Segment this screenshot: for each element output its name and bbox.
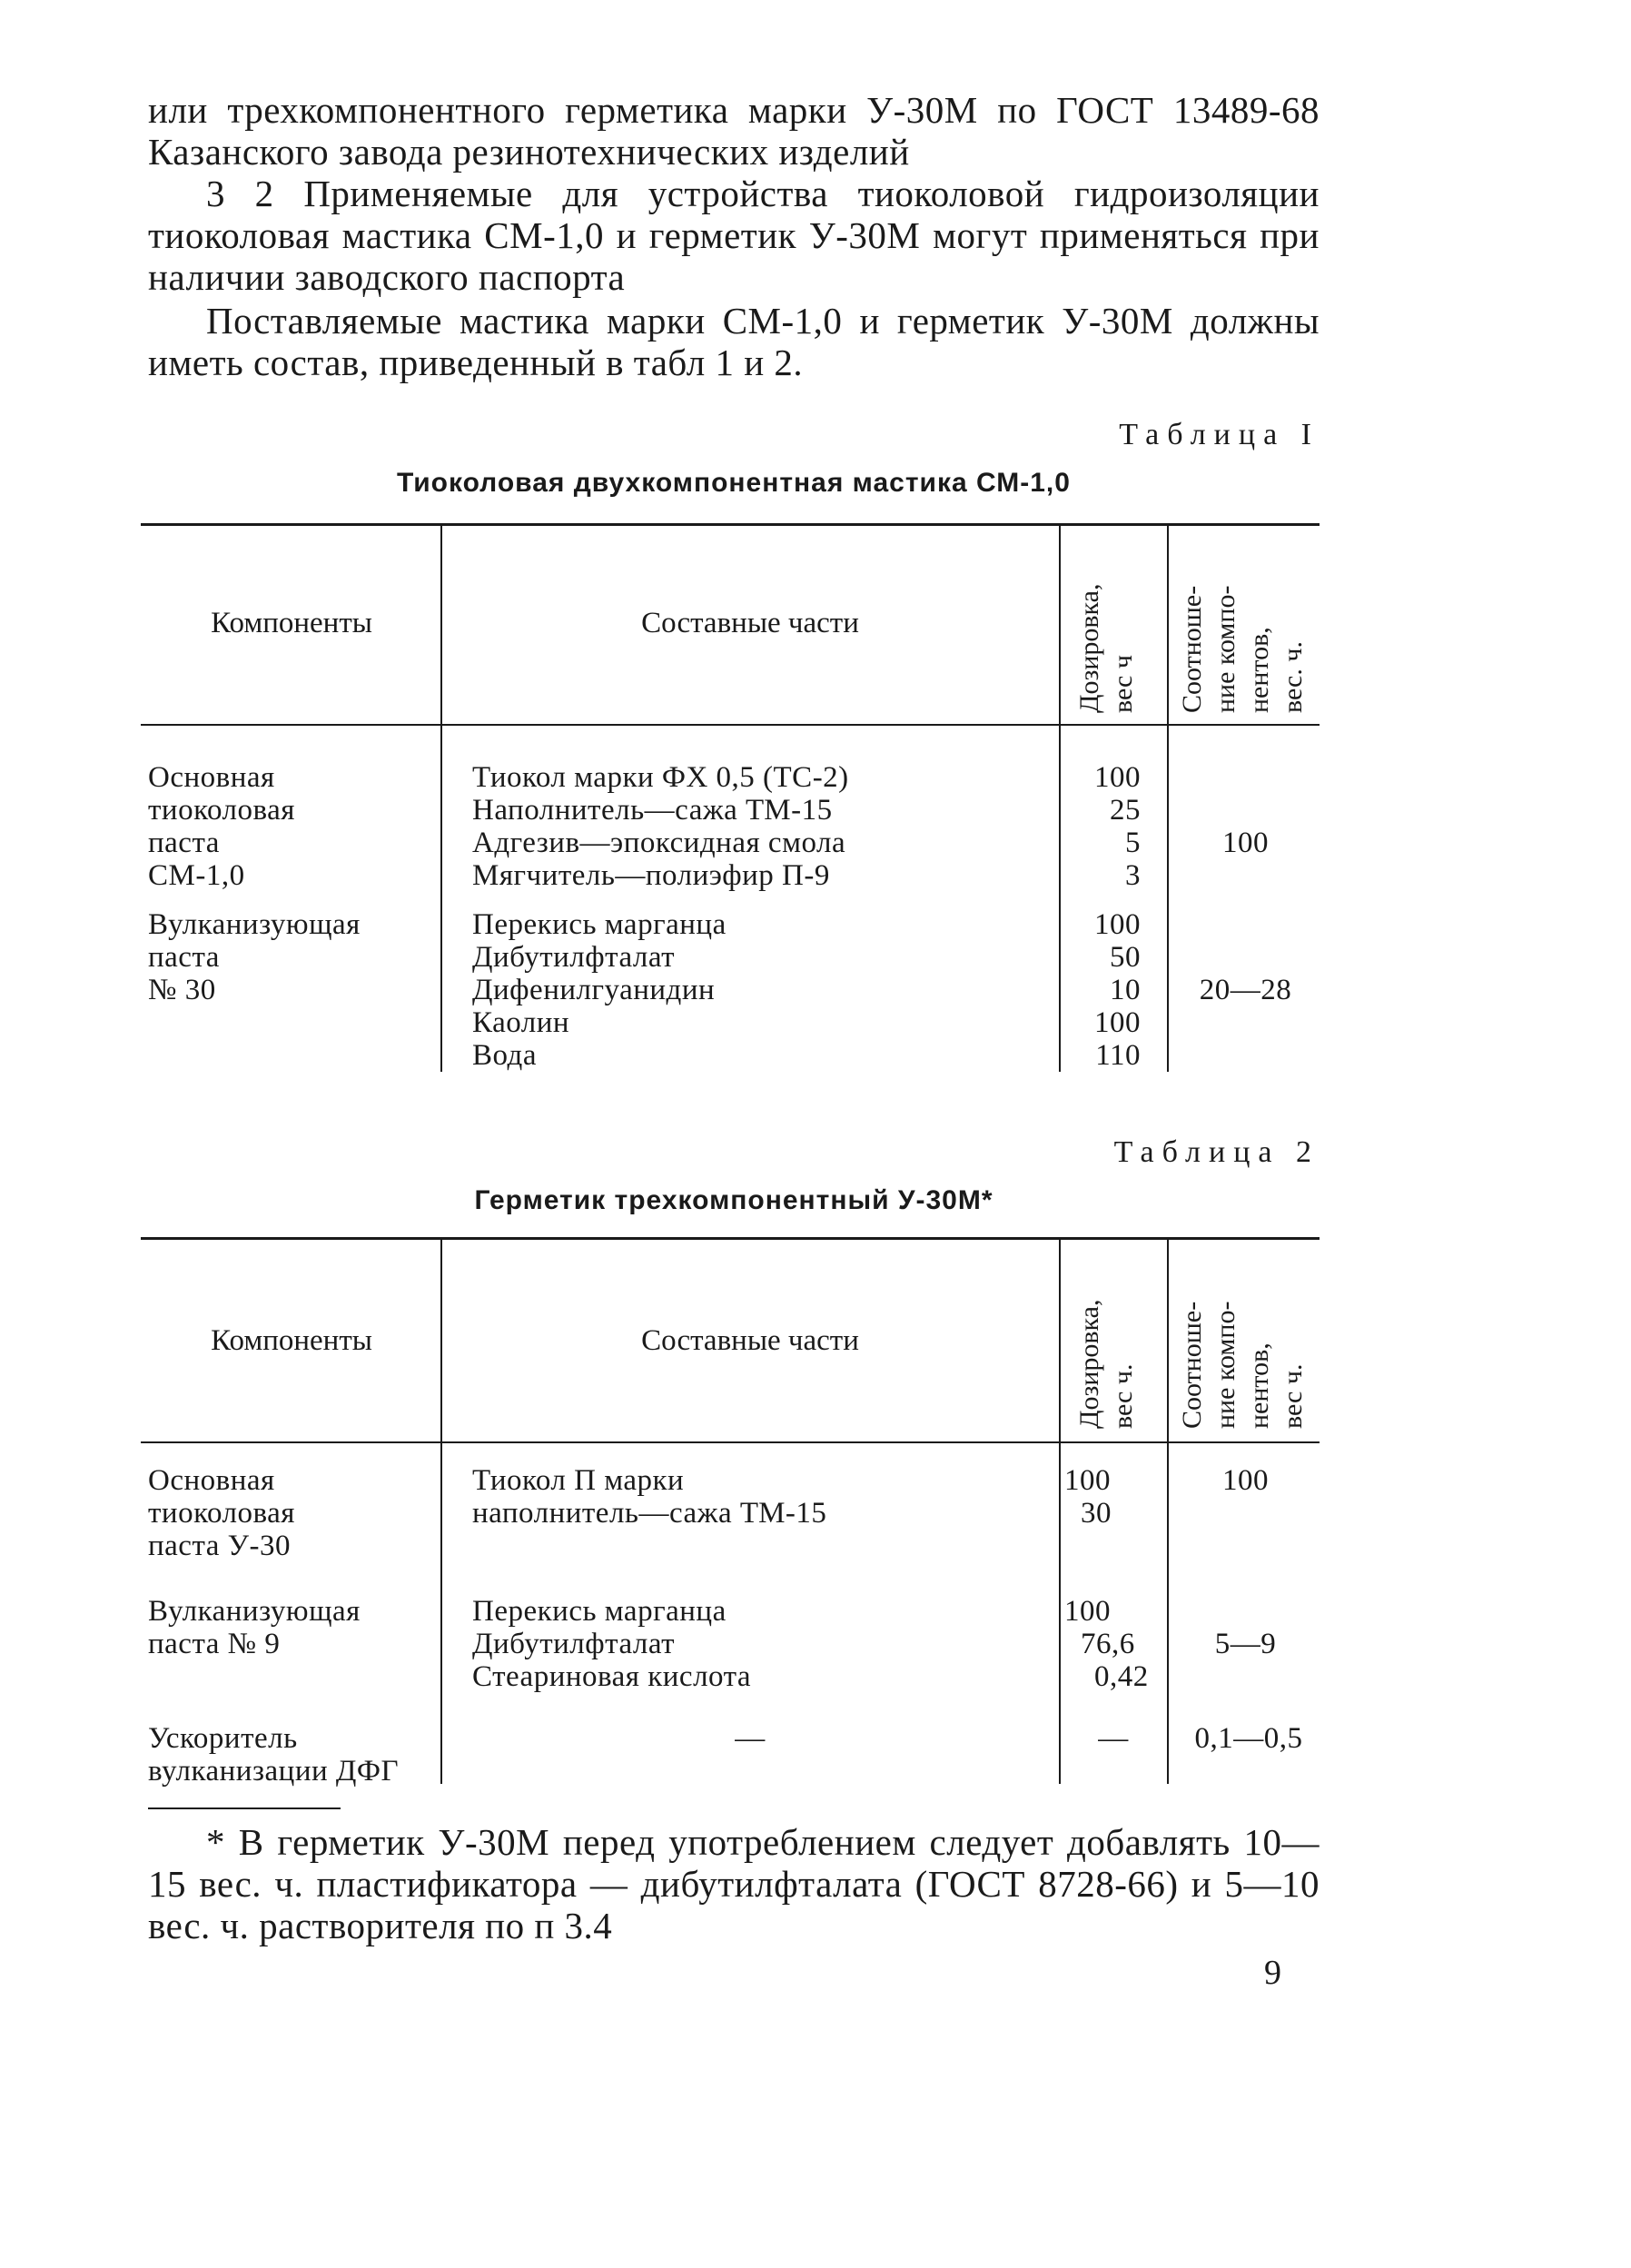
table1-row-component: Вулканизующая (148, 908, 361, 941)
footnote: * В герметик У-30М перед употреблением следует добавлять 10—15 вес. ч. пластификатора — дибутилфталата (ГОСТ 8728-66) и 5—10 вес. ч. растворителя по п 3.4 (148, 1821, 1320, 1946)
table1-header-rule (141, 724, 1320, 726)
table2-row-component: паста № 9 (148, 1628, 281, 1660)
table2-dose: 100 (1064, 1595, 1111, 1628)
table2-part: Перекись марганца (472, 1595, 727, 1628)
table1-dose: 100 (1094, 908, 1141, 941)
table1-dose: 50 (1110, 941, 1141, 974)
table1-ratio: 20—28 (1199, 974, 1292, 1006)
table1-header-ratio-line4: вес. ч. (1278, 641, 1308, 713)
table1-part: Мягчитель—полиэфир П-9 (472, 859, 830, 892)
table1-ratio: 100 (1222, 827, 1269, 859)
table1-header-dose-line2: вес ч (1108, 655, 1138, 713)
table1-dose: 100 (1094, 761, 1141, 794)
table2-dose: 30 (1081, 1497, 1112, 1530)
table1-part: Дибутилфталат (472, 941, 676, 974)
table1-part: Каолин (472, 1006, 570, 1039)
table1-row-component: СМ-1,0 (148, 859, 245, 892)
table2-part: Тиокол П марки (472, 1464, 685, 1497)
table1-part: Перекись марганца (472, 908, 727, 941)
table2-part: Стеариновая кислота (472, 1660, 752, 1693)
table2-row-component: Ускоритель (148, 1722, 298, 1755)
table1-dose: 5 (1125, 827, 1141, 859)
table1-label: Таблица I (1119, 418, 1320, 451)
table1-header-parts: Составные части (641, 607, 859, 639)
table2-part: наполнитель—сажа ТМ-15 (472, 1497, 827, 1530)
table1-header-dose-line1: Дозировка, (1074, 583, 1104, 713)
table2-row-component: вулканизации ДФГ (148, 1755, 400, 1788)
table1-caption: Тиоколовая двухкомпонентная мастика СМ-1,0 (397, 468, 1071, 498)
table2-ratio: 0,1—0,5 (1194, 1722, 1303, 1755)
table1-row-component: Основная (148, 761, 275, 794)
table1-dose: 100 (1094, 1006, 1141, 1039)
table1-part: Наполнитель—сажа ТМ-15 (472, 794, 833, 827)
table1-dose: 110 (1095, 1039, 1141, 1072)
table1-part: Адгезив—эпоксидная смола (472, 827, 846, 859)
table1-col-divider-1 (440, 525, 442, 1072)
table2-col-divider-1 (440, 1239, 442, 1784)
table2-dose: 76,6 (1081, 1628, 1135, 1660)
table2-top-rule (141, 1237, 1320, 1240)
table2-header-ratio-line4: вес ч. (1278, 1363, 1308, 1429)
table2-header-rule (141, 1441, 1320, 1443)
table2-col-divider-2 (1059, 1239, 1061, 1784)
table2-dose: 100 (1064, 1464, 1111, 1497)
table2-part: — (735, 1722, 766, 1755)
table1-row-component: паста (148, 941, 220, 974)
table2-row-component: тиоколовая (148, 1497, 295, 1530)
table2-col-divider-3 (1167, 1239, 1169, 1784)
table2-header-ratio-line2: ние компо- (1211, 1301, 1241, 1429)
table1-header-ratio-line1: Соотноше- (1177, 585, 1207, 713)
table2-row-component: Вулканизующая (148, 1595, 361, 1628)
table1-dose: 3 (1125, 859, 1141, 892)
table2-dose: — (1098, 1722, 1129, 1755)
table2-header-dose-line2: вес ч. (1108, 1363, 1138, 1429)
table1-col-divider-2 (1059, 525, 1061, 1072)
paragraph-continuation: или трехкомпонентного герметика марки У-30М по ГОСТ 13489-68 Казанского завода резинотехнических изделий (148, 89, 1320, 173)
table1-header-components: Компоненты (211, 607, 372, 639)
table2-header-components: Компоненты (211, 1324, 372, 1357)
table1-part: Дифенилгуанидин (472, 974, 716, 1006)
table1-part: Тиокол марки ФХ 0,5 (ТС-2) (472, 761, 849, 794)
table1-dose: 25 (1110, 794, 1141, 827)
table2-row-component: Основная (148, 1464, 275, 1497)
paragraph-supplied: Поставляемые мастика марки СМ-1,0 и герметик У-30М должны иметь состав, приведенный в табл 1 и 2. (148, 300, 1320, 383)
table1-dose: 10 (1110, 974, 1141, 1006)
page-number: 9 (1264, 1954, 1281, 1992)
table2-caption: Герметик трехкомпонентный У-30М* (474, 1185, 993, 1215)
paragraph-3-2: 3 2 Применяемые для устройства тиоколовой гидроизоляции тиоколовая мастика СМ-1,0 и герметик У-30М могут применяться при наличии заводского паспорта (148, 173, 1320, 298)
table2-ratio: 100 (1222, 1464, 1269, 1497)
table1-header-ratio-line3: нентов, (1244, 627, 1274, 713)
table1-col-divider-3 (1167, 525, 1169, 1072)
table2-label: Таблица 2 (1113, 1135, 1320, 1169)
table1-row-component: паста (148, 827, 220, 859)
table2-part: Дибутилфталат (472, 1628, 676, 1660)
table2-header-parts: Составные части (641, 1324, 859, 1357)
table2-header-ratio-line3: нентов, (1244, 1342, 1274, 1429)
footnote-rule (148, 1807, 341, 1809)
table2-header-dose-line1: Дозировка, (1074, 1299, 1104, 1429)
table2-header-ratio-line1: Соотноше- (1177, 1301, 1207, 1429)
table2-dose: 0,42 (1094, 1660, 1149, 1693)
table2-ratio: 5—9 (1214, 1628, 1277, 1660)
table1-row-component: № 30 (148, 974, 216, 1006)
table1-row-component: тиоколовая (148, 794, 295, 827)
table1-top-rule (141, 523, 1320, 526)
table1-part: Вода (472, 1039, 537, 1072)
table2-row-component: паста У-30 (148, 1530, 292, 1562)
table1-header-ratio-line2: ние компо- (1211, 585, 1241, 713)
